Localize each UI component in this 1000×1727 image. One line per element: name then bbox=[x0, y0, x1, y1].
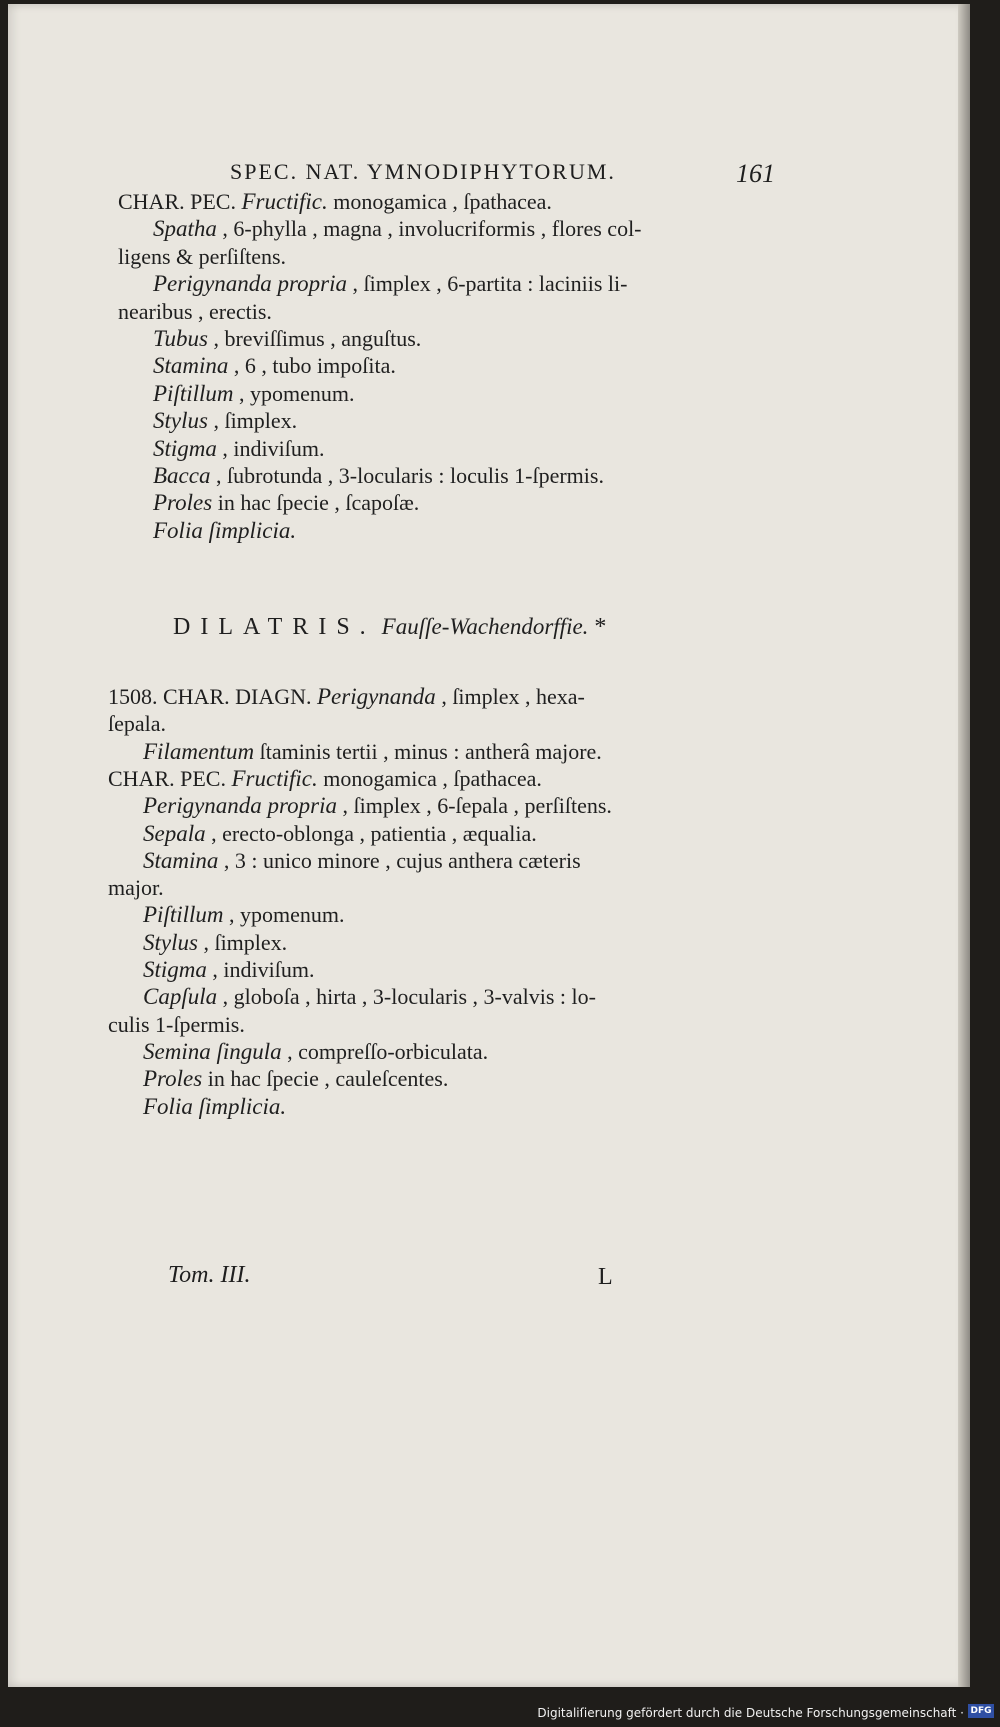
italic-term: Spatha bbox=[153, 216, 217, 242]
italic-term: Fructific. bbox=[231, 765, 318, 791]
italic-term: Perigynanda propria bbox=[143, 793, 337, 819]
text-line bbox=[108, 766, 542, 792]
page-spine bbox=[958, 4, 970, 1687]
text-line bbox=[118, 189, 552, 215]
text-run: , erecto-oblonga , patientia , æqualia. bbox=[205, 820, 537, 846]
text-line bbox=[143, 1094, 286, 1120]
text-run: , indiviſum. bbox=[206, 957, 315, 982]
text-line bbox=[143, 1039, 488, 1065]
italic-term: Perigynanda bbox=[317, 684, 436, 709]
text-line bbox=[143, 793, 612, 819]
genus-name: DILATRIS. bbox=[173, 614, 376, 640]
text-line bbox=[118, 299, 272, 325]
credit-text: Digitaliſierung gefördert durch die Deutsche Forschungsgemeinschaft · bbox=[537, 1706, 964, 1720]
text-run: in hac ſpecie , ſcapoſæ. bbox=[212, 490, 420, 516]
text-run: 1508. CHAR. DIAGN. bbox=[108, 684, 317, 709]
text-run: CHAR. PEC. bbox=[108, 765, 232, 791]
book-page bbox=[8, 4, 970, 1687]
text-line bbox=[153, 463, 604, 489]
text-run: , ſimplex , hexa- bbox=[435, 684, 585, 709]
digitization-credit-bar bbox=[0, 1690, 1000, 1727]
footnote-mark: * bbox=[594, 614, 607, 640]
running-head: SPEC. NAT. YMNODIPHYTORUM. bbox=[230, 159, 616, 184]
text-line bbox=[143, 821, 537, 847]
text-line bbox=[143, 1066, 448, 1092]
text-line bbox=[153, 216, 642, 242]
italic-term: Tubus bbox=[153, 326, 208, 351]
signature-mark: L bbox=[598, 1264, 613, 1290]
text-run: , breviſſimus , anguſtus. bbox=[207, 326, 422, 351]
italic-term: Bacca bbox=[153, 463, 211, 488]
text-run: ſepala. bbox=[108, 711, 167, 737]
text-run: , ſimplex. bbox=[197, 929, 288, 955]
text-run: , ypomenum. bbox=[223, 902, 345, 928]
text-run: monogamica , ſpathacea. bbox=[327, 189, 552, 214]
dfg-logo: DFG bbox=[968, 1704, 994, 1718]
italic-term: Stigma bbox=[153, 435, 217, 461]
text-run: , ypomenum. bbox=[233, 380, 355, 406]
text-line bbox=[143, 902, 345, 928]
text-run: ſtaminis tertii , minus : antherâ majore. bbox=[254, 738, 602, 764]
italic-term: Piſtillum bbox=[153, 380, 234, 406]
text-line bbox=[108, 684, 585, 710]
page-number: 161 bbox=[736, 159, 775, 188]
text-line bbox=[108, 875, 164, 901]
text-run: culis 1-ſpermis. bbox=[108, 1011, 245, 1037]
text-run: , indiviſum. bbox=[216, 435, 325, 461]
text-line bbox=[143, 930, 287, 956]
italic-term: Sepala bbox=[143, 820, 206, 846]
italic-term: Piſtillum bbox=[143, 902, 224, 928]
italic-term: Semina ſingula bbox=[143, 1038, 282, 1064]
text-run: in hac ſpecie , cauleſcentes. bbox=[202, 1066, 449, 1092]
italic-term: Folia ſimplicia. bbox=[153, 517, 297, 543]
text-line bbox=[143, 957, 314, 983]
text-line bbox=[153, 326, 421, 352]
italic-term: Stylus bbox=[143, 929, 198, 955]
text-run: , 6 , tubo impoſita. bbox=[228, 353, 396, 379]
running-header bbox=[230, 159, 775, 189]
text-run: major. bbox=[108, 875, 164, 901]
text-run: , globoſa , hirta , 3-locularis , 3-valvis : lo- bbox=[217, 984, 596, 1010]
italic-term: Stigma bbox=[143, 957, 207, 982]
text-run: CHAR. PEC. bbox=[118, 189, 242, 214]
italic-term: Filamentum bbox=[143, 738, 255, 764]
genus-vernacular: Fauſſe-Wachendorffie. bbox=[381, 614, 589, 639]
text-run: nearibus , erectis. bbox=[118, 298, 272, 324]
text-run: , 6-phylla , magna , involucriformis , flores col- bbox=[216, 216, 642, 242]
italic-term: Fructific. bbox=[241, 189, 328, 214]
text-line bbox=[153, 408, 297, 434]
text-line bbox=[153, 436, 324, 462]
text-line bbox=[143, 739, 602, 765]
text-run: , ſimplex , 6-partita : laciniis li- bbox=[347, 271, 628, 297]
italic-term: Perigynanda propria bbox=[153, 271, 347, 297]
text-run: , compreſſo-orbiculata. bbox=[281, 1038, 489, 1064]
genus-title bbox=[173, 614, 606, 641]
text-line bbox=[143, 984, 596, 1010]
italic-term: Proles bbox=[153, 490, 213, 516]
text-run: , ſimplex. bbox=[207, 408, 298, 434]
text-line bbox=[108, 1012, 245, 1038]
text-run: monogamica , ſpathacea. bbox=[317, 765, 542, 791]
text-run: , 3 : unico minore , cujus anthera cæteris bbox=[218, 847, 581, 873]
text-line bbox=[118, 244, 286, 270]
text-line bbox=[153, 381, 355, 407]
text-run: ligens & perſiſtens. bbox=[118, 243, 287, 269]
italic-term: Stylus bbox=[153, 408, 208, 434]
text-line bbox=[153, 271, 627, 297]
text-line bbox=[143, 848, 581, 874]
italic-term: Proles bbox=[143, 1066, 203, 1092]
text-run: , ſimplex , 6-ſepala , perſiſtens. bbox=[337, 793, 612, 819]
volume-label: Tom. III. bbox=[168, 1262, 251, 1288]
text-line bbox=[108, 711, 166, 737]
text-line bbox=[153, 353, 396, 379]
italic-term: Stamina bbox=[153, 353, 229, 379]
text-line bbox=[153, 490, 419, 516]
italic-term: Stamina bbox=[143, 847, 219, 873]
italic-term: Capſula bbox=[143, 984, 218, 1010]
text-line bbox=[153, 518, 296, 544]
text-run: , ſubrotunda , 3-locularis : loculis 1-ſpermis. bbox=[210, 463, 604, 488]
italic-term: Folia ſimplicia. bbox=[143, 1093, 287, 1119]
